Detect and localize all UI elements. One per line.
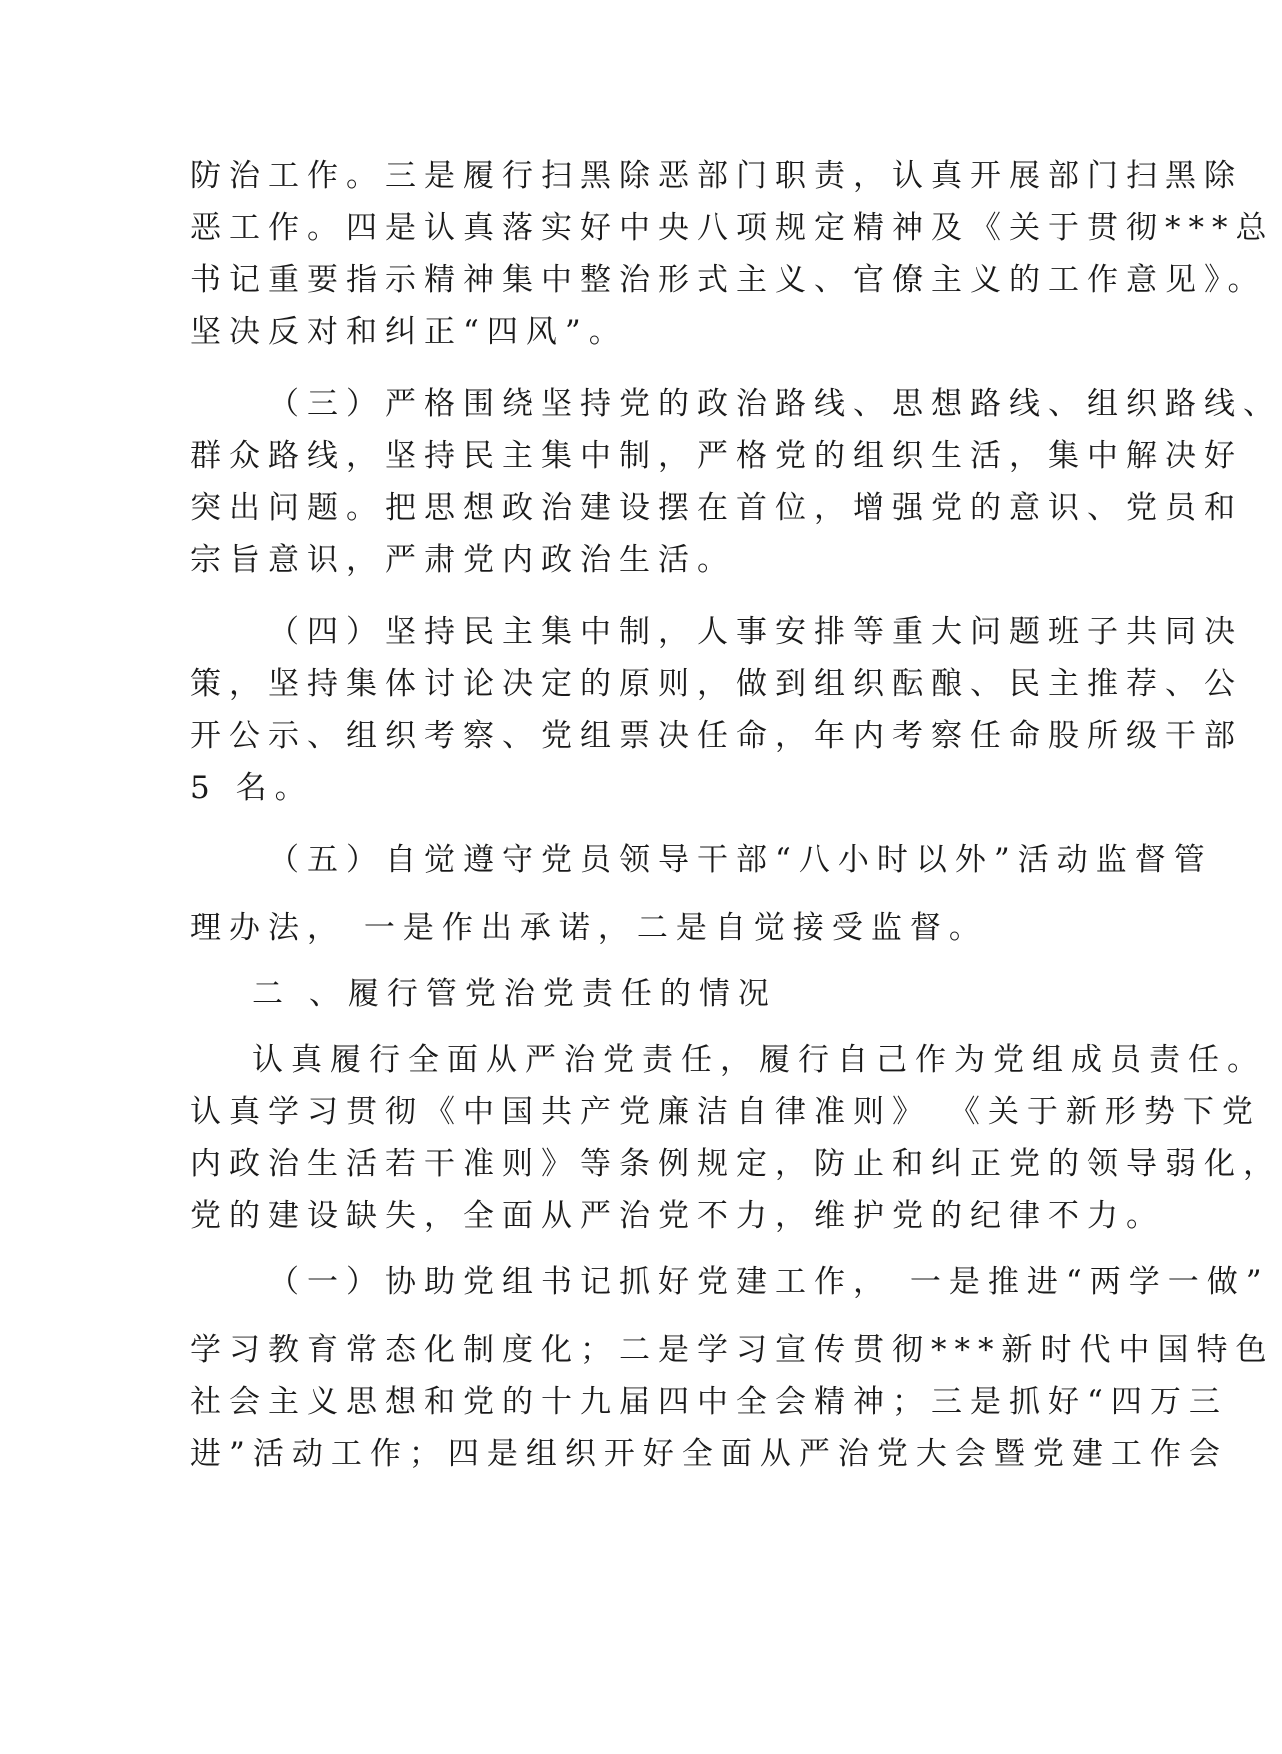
paragraph-item-4 (190, 606, 1243, 814)
text-line: 群众路线，坚持民主集中制，严格党的组织生活，集中解决好 (190, 438, 1243, 474)
text-line: 书记重要指示精神集中整治形式主义、官僚主义的工作意见》。 (190, 262, 1267, 298)
text-line: 策，坚持集体讨论决定的原则，做到组织酝酿、民主推荐、公 (190, 666, 1243, 702)
paragraph-item-1 (190, 1256, 1275, 1480)
paragraph-continuation (190, 150, 1275, 358)
paragraph-item-3 (190, 378, 1282, 586)
section-heading (190, 968, 1070, 1020)
text-line: 认真学习贯彻《中国共产党廉洁自律准则》 《关于新形势下党 (190, 1094, 1261, 1130)
text-line: 理办法， 一是作出承诺，二是自觉接受监督。 (190, 910, 988, 946)
text-line: （三）严格围绕坚持党的政治路线、思想路线、组织路线、 (268, 386, 1282, 422)
text-line: （一）协助党组书记抓好党建工作， 一是推进“两学一做” (268, 1264, 1270, 1300)
text-line: 党的建设缺失，全面从严治党不力，维护党的纪律不力。 (190, 1198, 1165, 1234)
text-line: 学习教育常态化制度化；二是学习宣传贯彻***新时代中国特色 (190, 1332, 1275, 1368)
text-line: 内政治生活若干准则》等条例规定，防止和纠正党的领导弱化， (190, 1146, 1282, 1182)
text-line: （五）自觉遵守党员领导干部“八小时以外”活动监督管 (268, 842, 1213, 878)
paragraph-body (190, 1034, 1282, 1242)
document-body (190, 150, 1282, 1480)
text-line: 社会主义思想和党的十九届四中全会精神；三是抓好“四万三 (190, 1384, 1228, 1420)
text-line: 宗旨意识，严肃党内政治生活。 (190, 542, 736, 578)
text-line: 防治工作。三是履行扫黑除恶部门职责，认真开展部门扫黑除 (190, 158, 1243, 194)
text-line: 恶工作。四是认真落实好中央八项规定精神及《关于贯彻***总 (190, 210, 1275, 246)
text-line: 进”活动工作；四是组织开好全面从严治党大会暨党建工作会 (190, 1436, 1228, 1472)
text-line: （四）坚持民主集中制，人事安排等重大问题班子共同决 (268, 614, 1243, 650)
section-heading-text: 二 、履行管党治党责任的情况 (252, 976, 777, 1012)
text-line: 突出问题。把思想政治建设摆在首位，增强党的意识、党员和 (190, 490, 1243, 526)
text-line: 坚决反对和纠正“四风”。 (190, 314, 628, 350)
text-line: 认真履行全面从严治党责任，履行自己作为党组成员责任。 (252, 1042, 1266, 1078)
paragraph-item-5 (190, 834, 1213, 954)
text-line: 开公示、组织考察、党组票决任命，年内考察任命股所级干部 (190, 718, 1243, 754)
text-line: 5 名。 (190, 770, 314, 806)
